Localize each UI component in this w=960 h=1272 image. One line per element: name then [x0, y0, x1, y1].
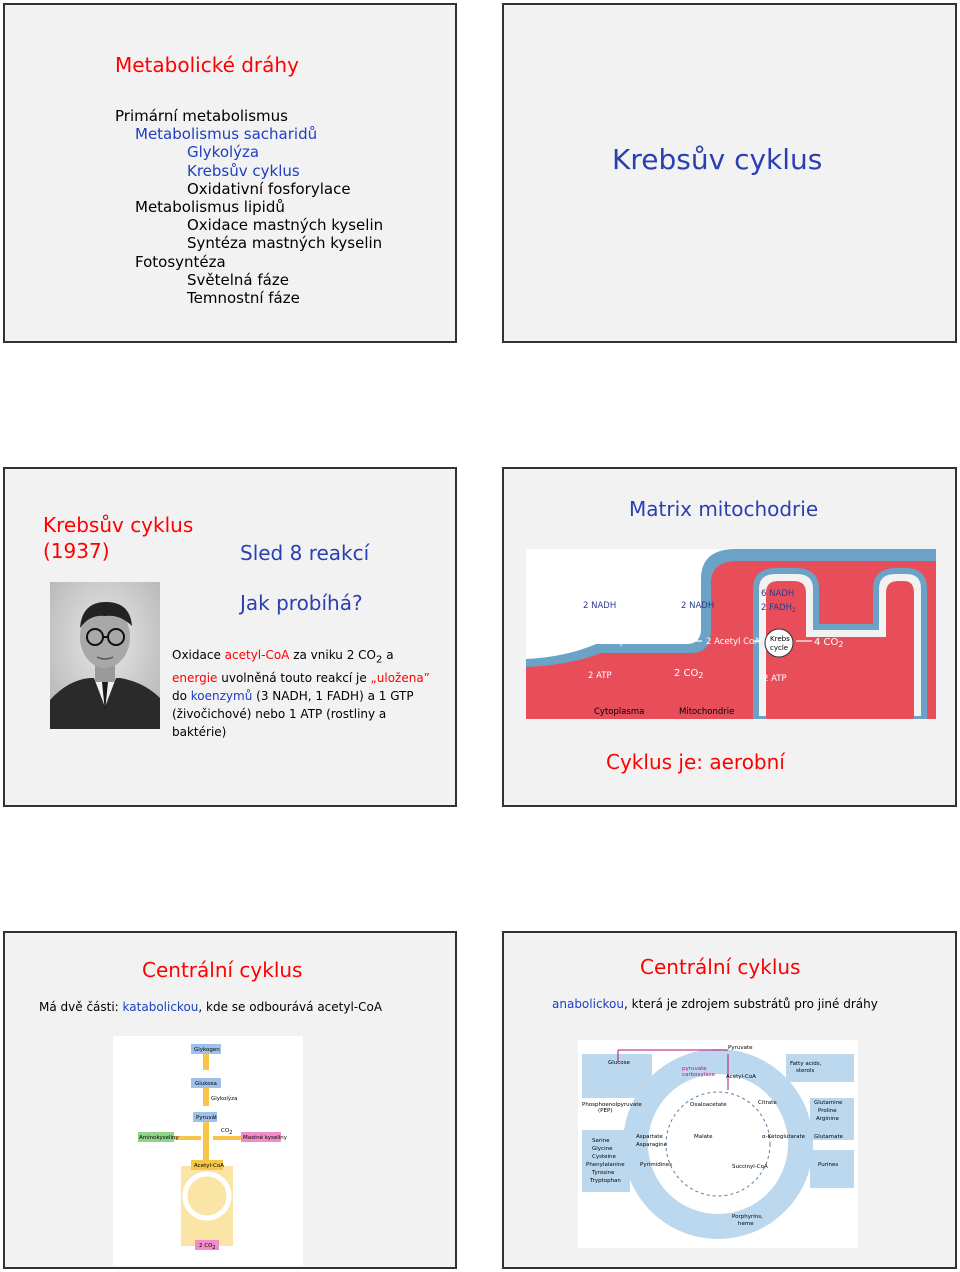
energie-term: energie	[172, 671, 218, 686]
slide-title-line1: Krebsův cyklus	[43, 513, 194, 537]
asparagine-label: Asparagine	[636, 1142, 668, 1148]
co2b-label: 2 CO2	[199, 1243, 216, 1251]
anabolic-description	[552, 997, 878, 1011]
pathway-list-item: Metabolismus lipidů	[135, 198, 285, 216]
slide-metabolic-pathways	[3, 3, 457, 343]
cysteine-label: Cysteine	[592, 1154, 616, 1160]
pathway-list-item: Temnostní fáze	[187, 289, 300, 307]
pyruvate-label: Pyruvate	[728, 1045, 753, 1051]
text: uvolněná touto reakcí je	[217, 671, 371, 686]
pep-label: Phosphoenolpyruvate	[582, 1102, 642, 1108]
glycine-label: Glycine	[592, 1146, 613, 1152]
text: (3 NADH, 1 FADH) a 1 GTP	[252, 689, 414, 704]
acetyl-label: Acetyl-CoA	[726, 1074, 756, 1080]
text: , kde se odbourává acetyl-CoA	[198, 1000, 383, 1014]
mitochondria-label: Mitochondrie	[679, 707, 735, 717]
serine-label: Serine	[592, 1138, 610, 1144]
text: za vniku 2 CO	[289, 648, 376, 662]
mitochondria-diagram	[526, 549, 936, 719]
porphyrins-label: Porphyrins,	[732, 1214, 763, 1220]
fatty-label: Fatty acids,	[790, 1061, 822, 1067]
pyr-carb-label: pyruvate	[682, 1066, 707, 1072]
subtitle-reactions: Sled 8 reakcí	[240, 541, 370, 565]
nadh-label: 2 NADH	[583, 601, 617, 611]
text: , která je zdrojem substrátů pro jiné dráhy	[624, 997, 878, 1011]
slide-matrix-mitochondria	[502, 467, 957, 807]
subscript-two: 2	[229, 1130, 233, 1136]
krebs-description	[172, 646, 452, 741]
ulozena-term: „uložena”	[370, 671, 430, 686]
succinyl-label: Succinyl-CoA	[732, 1164, 768, 1170]
pep-label: (PEP)	[598, 1108, 613, 1114]
purines-label: Purines	[818, 1162, 839, 1168]
glukosa-label: Glukosa	[195, 1081, 217, 1087]
text: Má dvě části:	[39, 1000, 123, 1014]
co2-out-label: 4 $CO_2$	[814, 637, 844, 649]
pathway-list-item: Oxidativní fosforylace	[187, 179, 351, 198]
pathway-list-item: Syntéza mastných kyselin	[187, 234, 383, 253]
krebs-label: Krebs	[770, 635, 790, 643]
slide-title: Centrální cyklus	[142, 958, 303, 982]
subscript-two: 2	[838, 640, 844, 649]
proline-label: Proline	[818, 1108, 837, 1114]
subscript-two: 2	[791, 607, 796, 614]
pathway-list-item: Glykolýza	[187, 143, 260, 162]
aerobic-statement: Cyklus je: aerobní	[606, 750, 785, 774]
slide-central-cycle-anabolic	[502, 931, 957, 1269]
anabolic-diagram	[578, 1040, 858, 1248]
pyruvat-label: Pyruvát	[196, 1115, 218, 1121]
slide-central-cycle-catabolic	[3, 931, 457, 1269]
arginine-label: Arginine	[816, 1116, 839, 1122]
catabolic-term: katabolickou	[122, 1000, 199, 1014]
slide-title-line2: (1937)	[43, 539, 110, 563]
pathway-list-item: Krebsův cyklus	[187, 161, 300, 180]
slide-krebs-1937	[3, 467, 457, 807]
fatty-label: sterols	[796, 1068, 815, 1074]
text: baktérie)	[172, 725, 227, 740]
text: Oxidace	[172, 648, 225, 662]
cytoplasm-label: Cytoplasma	[594, 707, 645, 717]
cycle-label: cycle	[770, 644, 789, 652]
phe-label: Phenylalanine	[586, 1162, 625, 1168]
acetyl-coa-term: acetyl-CoA	[224, 648, 290, 662]
glutamine-label: Glutamine	[814, 1100, 843, 1106]
co2-label: CO2	[221, 1128, 233, 1136]
krebs-portrait	[50, 582, 160, 729]
heme-label: heme	[738, 1221, 754, 1227]
slide-title: Metabolické dráhy	[115, 53, 299, 77]
tyr-label: Tyrosine	[592, 1170, 615, 1176]
subtitle-how: Jak probíhá?	[240, 591, 363, 615]
atp-label: 2 ATP	[763, 674, 787, 684]
atp-label: 2 ATP	[588, 671, 612, 681]
glykolyza-label: Glykolýza	[211, 1096, 238, 1102]
nadh-label: 2 NADH	[681, 601, 715, 611]
subscript: 2	[376, 654, 383, 666]
slide-krebs-title	[502, 3, 957, 343]
pathway-list-item: Metabolismus sacharidů	[135, 125, 318, 144]
glykogen-label: Glykogen	[194, 1047, 220, 1053]
text: do	[172, 689, 191, 704]
catabolic-diagram	[113, 1036, 303, 1266]
pyrimidines-label: Pyrimidines	[640, 1162, 673, 1168]
oxaloacetate-label: Oxaloacetate	[690, 1102, 727, 1108]
text: a	[382, 648, 394, 662]
citrate-label: Citrate	[758, 1100, 777, 1106]
fatty-label: Mastné kyseliny	[243, 1135, 288, 1141]
akg-label: α-Ketoglutarate	[762, 1134, 806, 1140]
acetyl-label: 2 Acetyl CoA	[706, 637, 761, 647]
glucose-label: Glucose	[608, 1060, 630, 1066]
nadh-label: 6 NADH	[761, 589, 795, 599]
co2-mid-label: 2 $CO_2$	[674, 668, 704, 680]
amino-label: Aminokyseliny	[139, 1135, 179, 1141]
subscript-two: 2	[212, 1245, 216, 1251]
slide-title: Centrální cyklus	[640, 955, 801, 979]
anabolic-term: anabolickou	[552, 997, 625, 1011]
pyruvate-label: 2 Pyruvate	[606, 637, 652, 647]
koenzymu-term: koenzymů	[190, 689, 253, 704]
text: (živočichové) nebo 1 ATP (rostliny a	[172, 707, 387, 722]
glutamate-label: Glutamate	[814, 1134, 844, 1140]
acetyl-label: Acetyl-CoA	[194, 1163, 224, 1169]
glucose-label: Glucose	[529, 637, 563, 647]
pathway-list-item: Světelná fáze	[187, 270, 289, 289]
slide-title: Krebsův cyklus	[612, 143, 823, 176]
aspartate-label: Aspartate	[636, 1134, 663, 1140]
catabolic-description	[39, 1000, 382, 1014]
pathway-list-item: Oxidace mastných kyselin	[187, 216, 384, 235]
slide-title: Matrix mitochodrie	[629, 497, 819, 521]
pyr-carb-label: carboxylase	[682, 1072, 715, 1078]
fadh-label: 2 $FADH_2$	[761, 603, 796, 614]
malate-label: Malate	[694, 1134, 713, 1140]
subscript-two: 2	[698, 671, 704, 680]
pathway-list-item: Fotosyntéza	[135, 252, 226, 271]
trp-label: Tryptophan	[590, 1178, 621, 1184]
pathway-list-item: Primární metabolismus	[115, 107, 288, 125]
